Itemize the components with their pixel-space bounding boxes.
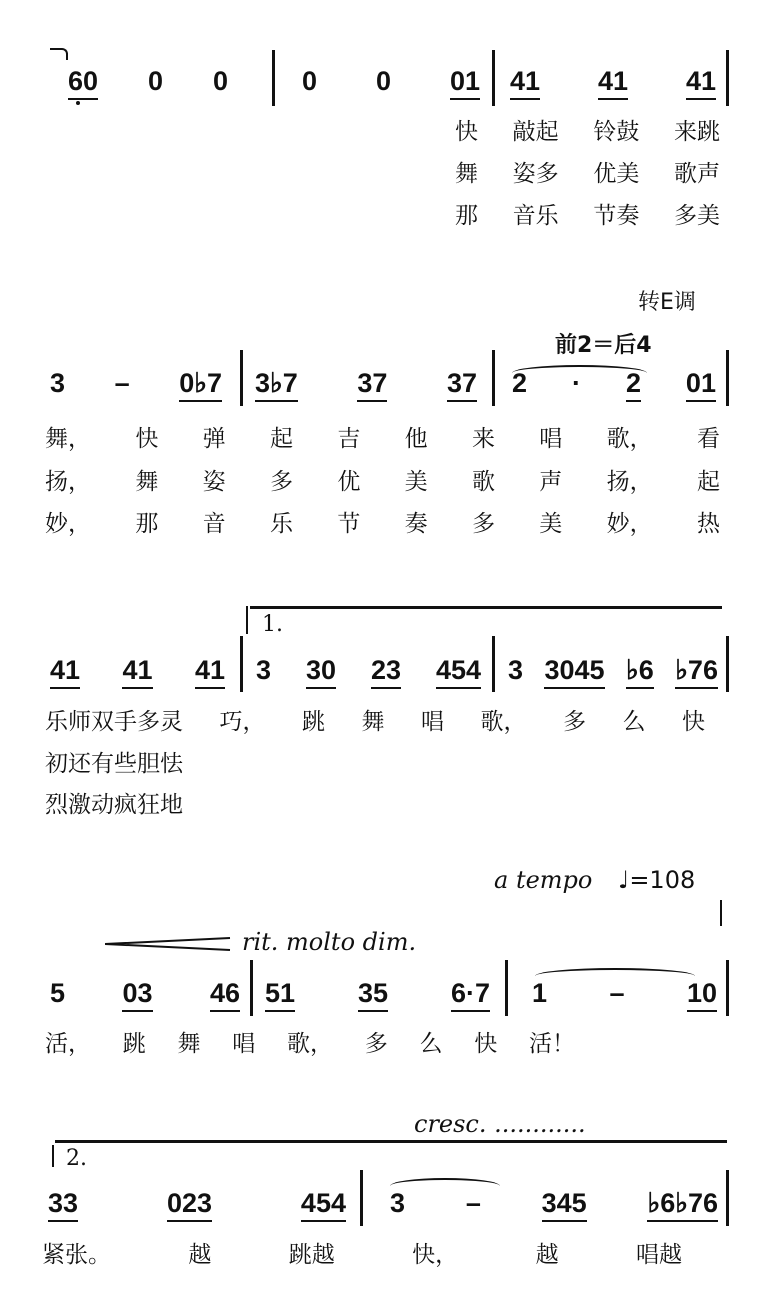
lyric: 起: [269, 426, 293, 452]
volta-label: 2.: [66, 1146, 87, 1171]
lyric: 姿: [202, 469, 226, 495]
low-octave-dot: [76, 101, 80, 105]
measure: [510, 66, 716, 100]
measure: [50, 655, 225, 689]
lyric: 舞，: [45, 426, 91, 452]
volta-label: 1.: [262, 612, 283, 637]
crescendo-marking: cresc. ............: [414, 1110, 586, 1138]
lyric: 优: [337, 469, 361, 495]
barline: [492, 350, 495, 406]
lyric: 多: [269, 469, 293, 495]
volta-bracket-2: [55, 1140, 727, 1143]
lyric: 跳: [302, 709, 325, 735]
lyric: 唱: [539, 426, 563, 452]
barline: [250, 960, 253, 1016]
note-group: 41: [686, 66, 716, 100]
note-group: 30: [306, 655, 336, 689]
note-group: –: [114, 368, 130, 398]
measure: [512, 368, 716, 402]
barline: [240, 636, 243, 692]
lyric: 越: [535, 1242, 559, 1268]
lyric: 音乐: [512, 203, 559, 229]
barline: [505, 960, 508, 1016]
note-group: –: [609, 978, 625, 1008]
barline-short: [720, 900, 722, 926]
expression-marking: rit. molto dim.: [242, 928, 417, 956]
measure: [50, 368, 222, 402]
lyric: 歌: [471, 469, 495, 495]
lyric: 声: [539, 469, 563, 495]
lyric: 活！: [529, 1031, 575, 1057]
lyric: 快: [682, 709, 705, 735]
note-group: –: [465, 1188, 481, 1218]
note-group: 41: [50, 655, 80, 689]
lyric: 那: [455, 203, 478, 229]
lyric: 铃鼓: [593, 119, 640, 145]
measure: [532, 978, 717, 1012]
lyric: 歌声: [673, 161, 720, 187]
lyric: 巧，: [219, 709, 266, 735]
note-group: 46: [210, 978, 240, 1012]
lyric-line: [42, 1236, 682, 1269]
barline: [726, 636, 729, 692]
lyric: 么: [419, 1031, 443, 1057]
note-group: 51: [265, 978, 295, 1012]
lyric: 看: [696, 426, 720, 452]
note-group: ♭6♭76: [647, 1188, 718, 1222]
lyric-line: [455, 113, 720, 146]
lyric: 多: [471, 511, 495, 537]
lyric: 起: [696, 469, 720, 495]
measure: [390, 1188, 718, 1222]
barline: [726, 350, 729, 406]
lyric: 越: [188, 1242, 212, 1268]
note-group: 454: [301, 1188, 346, 1222]
note-group: 37: [447, 368, 477, 402]
lyric: 音: [202, 511, 226, 537]
volta-line: [246, 606, 248, 634]
lyric: 初还有些胆怯: [45, 751, 183, 777]
note-group: 35: [358, 978, 388, 1012]
note-group: 60: [68, 66, 98, 100]
tempo-value: ♩=108: [618, 866, 696, 894]
lyric-line: [45, 505, 720, 538]
note-group: 454: [436, 655, 481, 689]
lyric: 弹: [202, 426, 226, 452]
lyric: 唱: [421, 709, 444, 735]
lyric: 他: [404, 426, 428, 452]
lyric-line: [455, 197, 720, 230]
lyric: 唱越: [635, 1242, 682, 1268]
note-group: 0: [302, 66, 318, 96]
note-group: ♭76: [675, 655, 718, 689]
note-group: 3: [390, 1188, 406, 1218]
measure: [50, 978, 240, 1012]
note-group: 10: [687, 978, 717, 1012]
lyric: 么: [622, 709, 646, 735]
lyric: 妙，: [606, 511, 653, 537]
note-group: 0♭7: [179, 368, 222, 402]
note-group: 23: [371, 655, 401, 689]
note-group: 3♭7: [255, 368, 298, 402]
note-group: 41: [510, 66, 540, 100]
note-group: 6·7: [451, 978, 490, 1012]
lyric-line: [45, 786, 183, 819]
lyric: 舞: [361, 709, 385, 735]
lyric: 快，: [412, 1242, 459, 1268]
lyric: 歌，: [287, 1031, 333, 1057]
note-group: 023: [167, 1188, 212, 1222]
lyric-line: [45, 1025, 575, 1058]
measure: [48, 1188, 346, 1222]
lyric: 快: [455, 119, 478, 145]
lyric: 敲起: [512, 119, 559, 145]
note-group: 01: [450, 66, 480, 100]
note-group: 3: [508, 655, 524, 685]
lyric: 多: [364, 1031, 388, 1057]
barline: [272, 50, 275, 106]
note-group: 0: [147, 66, 164, 96]
barline: [492, 636, 495, 692]
slur-start-mark: [50, 48, 68, 60]
measure: [256, 655, 481, 689]
lyric-line: [45, 745, 183, 778]
note-group: 41: [195, 655, 225, 689]
lyric: 乐: [269, 511, 293, 537]
lyric: 奏: [404, 511, 428, 537]
lyric: 姿多: [512, 161, 559, 187]
lyric: 多: [563, 709, 586, 735]
lyric: 那: [135, 511, 159, 537]
note-group: 0: [212, 66, 228, 96]
note-group: 41: [598, 66, 628, 100]
lyric: 扬，: [606, 469, 653, 495]
lyric-line: [45, 463, 720, 496]
lyric: 优美: [593, 161, 640, 187]
note-group: ·: [571, 368, 581, 398]
lyric: 快: [135, 426, 159, 452]
lyric: 节奏: [593, 203, 640, 229]
note-group: 5: [50, 978, 66, 1008]
note-group: 0: [375, 66, 391, 96]
volta-line: [52, 1145, 54, 1167]
lyric-line: [45, 420, 720, 453]
lyric: 来: [471, 426, 495, 452]
lyric: 节: [337, 511, 361, 537]
lyric: 乐师双手多灵: [45, 709, 183, 735]
measure: [302, 66, 480, 100]
lyric: 歌，: [606, 426, 653, 452]
measure: [68, 66, 228, 100]
lyric-line: [45, 703, 705, 736]
note-group: 3045: [544, 655, 604, 689]
lyric: 美: [539, 511, 563, 537]
note-group: 37: [357, 368, 387, 402]
lyric: 跳: [122, 1031, 146, 1057]
note-group: 3: [256, 655, 272, 685]
lyric-line: [455, 155, 720, 188]
note-group: 01: [686, 368, 716, 402]
lyric: 快: [474, 1031, 498, 1057]
measure: [265, 978, 490, 1012]
barline: [726, 50, 729, 106]
volta-bracket-1: [250, 606, 722, 609]
lyric: 舞: [135, 469, 159, 495]
barline: [240, 350, 243, 406]
key-relation-label: 前2＝后4: [555, 333, 652, 358]
note-group: 2: [626, 368, 641, 402]
tempo-marking: a tempo: [494, 866, 593, 894]
lyric: 活，: [45, 1031, 91, 1057]
barline: [726, 960, 729, 1016]
lyric: 来跳: [673, 119, 720, 145]
lyric: 歌，: [480, 709, 527, 735]
lyric: 美: [404, 469, 428, 495]
lyric: 扬，: [45, 469, 91, 495]
barline: [360, 1170, 363, 1226]
lyric: 唱: [232, 1031, 256, 1057]
note-group: 03: [122, 978, 152, 1012]
key-change-label: 转E调: [638, 290, 696, 315]
note-group: 2: [512, 368, 528, 398]
note-group: 41: [122, 655, 152, 689]
lyric: 多美: [673, 203, 720, 229]
measure: [508, 655, 718, 689]
note-group: 3: [50, 368, 66, 398]
note-group: 33: [48, 1188, 78, 1222]
lyric: 烈激动疯狂地: [45, 792, 183, 818]
lyric: 跳越: [288, 1242, 335, 1268]
diminuendo-hairpin: [105, 936, 235, 952]
note-group: 1: [532, 978, 548, 1008]
lyric: 热: [696, 511, 720, 537]
note-group: 345: [542, 1188, 587, 1222]
lyric: 紧张。: [42, 1242, 111, 1268]
lyric: 吉: [337, 426, 361, 452]
barline: [492, 50, 495, 106]
lyric: 舞: [177, 1031, 201, 1057]
note-group: ♭6: [626, 655, 654, 689]
measure: [255, 368, 477, 402]
lyric: 舞: [455, 161, 478, 187]
lyric: 妙，: [45, 511, 91, 537]
barline: [726, 1170, 729, 1226]
